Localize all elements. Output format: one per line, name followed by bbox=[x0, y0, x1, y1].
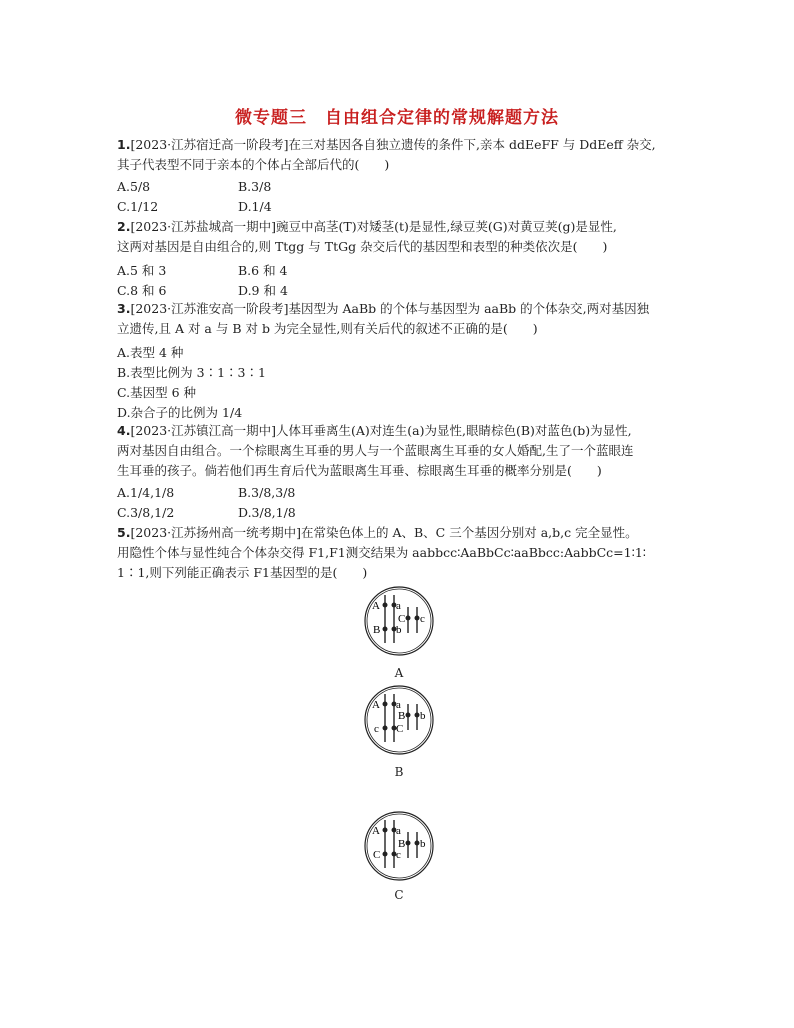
question-3-line-1 bbox=[117, 301, 649, 317]
question-text: [2023·江苏宿迁高一阶段考]在三对基因各自独立遗传的条件下,亲本 ddEeFF 与 DdEeff 杂交, bbox=[130, 137, 656, 152]
gene-label: A bbox=[372, 600, 380, 612]
gene-label: a bbox=[396, 699, 401, 711]
question-1-line-1 bbox=[117, 137, 656, 153]
question-2-line-2: 这两对基因是自由组合的,则 Ttgg 与 TtGg 杂交后代的基因型和表型的种类依次是( ) bbox=[117, 239, 608, 254]
cell-diagram-a bbox=[363, 585, 435, 661]
question-number: 4. bbox=[117, 423, 131, 438]
question-number: 2. bbox=[117, 219, 131, 234]
question-4-line-2: 两对基因自由组合。一个棕眼离生耳垂的男人与一个蓝眼离生耳垂的女人婚配,生了一个蓝眼连 bbox=[117, 443, 634, 458]
question-2-line-1 bbox=[117, 219, 617, 235]
figure-label-a: A bbox=[394, 666, 404, 680]
option-a: A.5 和 3 bbox=[117, 263, 167, 278]
question-text: [2023·江苏镇江高一期中]人体耳垂离生(A)对连生(a)为显性,眼睛棕色(B)对蓝色(b)为显性, bbox=[130, 423, 632, 438]
gene-label: B bbox=[373, 624, 381, 636]
figure-label-c: C bbox=[394, 888, 404, 902]
gene-label: C bbox=[373, 849, 381, 861]
question-1-line-2: 其子代表型不同于亲本的个体占全部后代的( ) bbox=[117, 157, 390, 172]
gene-label: A bbox=[372, 699, 380, 711]
option-a: A.1/4,1/8 bbox=[117, 485, 175, 500]
gene-label: b bbox=[420, 838, 426, 850]
option-c: C.基因型 6 种 bbox=[117, 385, 196, 400]
cell-diagram-b bbox=[363, 684, 435, 760]
option-c: C.3/8,1/2 bbox=[117, 505, 175, 520]
gene-label: b bbox=[396, 624, 402, 636]
cell-diagram-c bbox=[363, 810, 435, 886]
option-a: A.5/8 bbox=[117, 179, 151, 194]
option-b: B.6 和 4 bbox=[238, 263, 288, 278]
page-title: 微专题三 自由组合定律的常规解题方法 bbox=[235, 108, 559, 128]
question-5-line-3: 1∶1,则下列能正确表示 F1基因型的是( ) bbox=[117, 565, 368, 580]
option-c: C.1/12 bbox=[117, 199, 159, 214]
gene-label: c bbox=[420, 613, 425, 625]
option-b: B.3/8,3/8 bbox=[238, 485, 296, 500]
option-b: B.3/8 bbox=[238, 179, 272, 194]
gene-label: a bbox=[396, 600, 401, 612]
question-4-line-1 bbox=[117, 423, 632, 439]
question-3-line-2: 立遗传,且 A 对 a 与 B 对 b 为完全显性,则有关后代的叙述不正确的是( ) bbox=[117, 321, 538, 336]
option-d: D.杂合子的比例为 1/4 bbox=[117, 405, 243, 420]
gene-label: b bbox=[420, 710, 426, 722]
question-number: 5. bbox=[117, 525, 131, 540]
gene-label: A bbox=[372, 825, 380, 837]
question-number: 3. bbox=[117, 301, 131, 316]
gene-label: C bbox=[398, 613, 406, 625]
gene-label: B bbox=[398, 710, 406, 722]
question-5-line-1 bbox=[117, 525, 638, 541]
gene-label: B bbox=[398, 838, 406, 850]
question-number: 1. bbox=[117, 137, 131, 152]
question-text: [2023·江苏淮安高一阶段考]基因型为 AaBb 的个体与基因型为 aaBb 的个体杂交,两对基因独 bbox=[130, 301, 650, 316]
question-5-line-2: 用隐性个体与显性纯合个体杂交得 F1,F1测交结果为 aabbcc∶AaBbCc∶aaBbcc:AabbCc=1∶1∶ bbox=[117, 545, 647, 560]
option-b: B.表型比例为 3∶1∶3∶1 bbox=[117, 365, 266, 380]
question-text: [2023·江苏扬州高一统考期中]在常染色体上的 A、B、C 三个基因分别对 a,b,c 完全显性。 bbox=[130, 525, 638, 540]
gene-label: a bbox=[396, 825, 401, 837]
option-c: C.8 和 6 bbox=[117, 283, 167, 298]
question-text: [2023·江苏盐城高一期中]豌豆中高茎(T)对矮茎(t)是显性,绿豆荚(G)对黄豆荚(g)是显性, bbox=[130, 219, 617, 234]
gene-label: c bbox=[374, 723, 379, 735]
figure-label-b: B bbox=[394, 765, 404, 779]
option-d: D.3/8,1/8 bbox=[238, 505, 296, 520]
gene-label: C bbox=[396, 723, 404, 735]
option-d: D.1/4 bbox=[238, 199, 272, 214]
question-4-line-3: 生耳垂的孩子。倘若他们再生育后代为蓝眼离生耳垂、棕眼离生耳垂的概率分别是( ) bbox=[117, 463, 602, 478]
gene-label: c bbox=[396, 849, 401, 861]
option-a: A.表型 4 种 bbox=[117, 345, 184, 360]
option-d: D.9 和 4 bbox=[238, 283, 288, 298]
